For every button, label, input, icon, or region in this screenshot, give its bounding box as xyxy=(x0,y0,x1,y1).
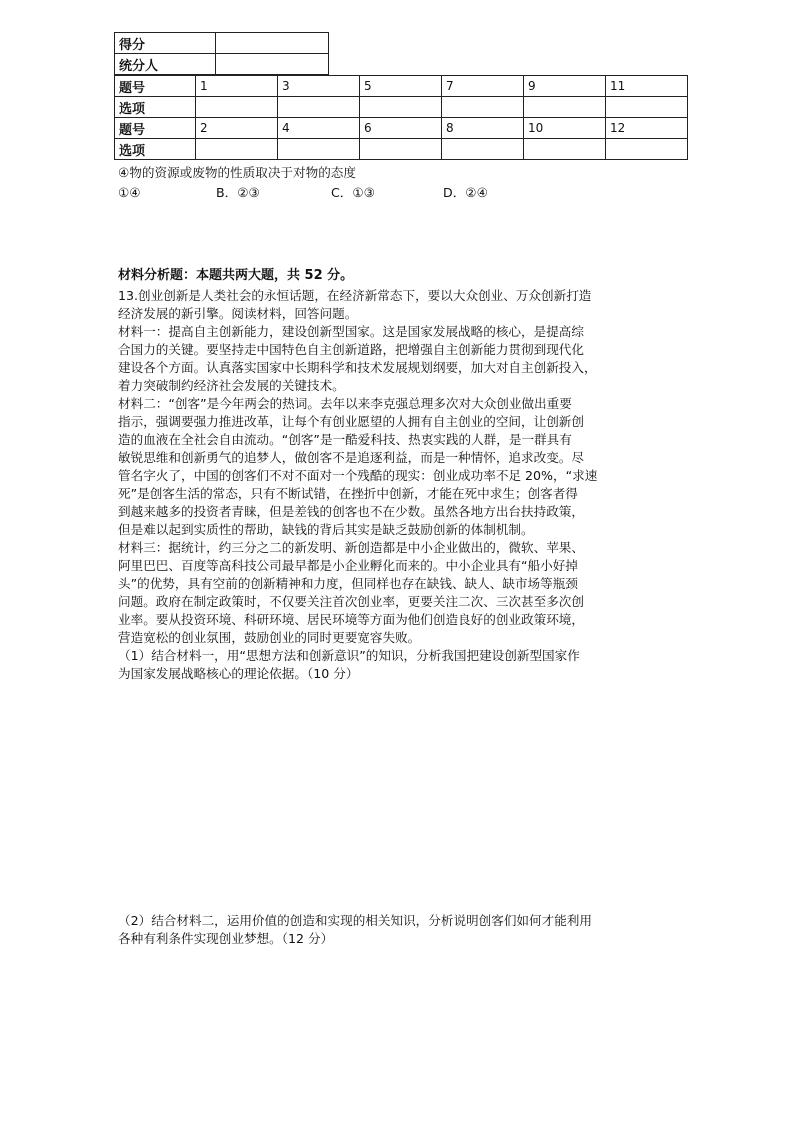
text-line: 营造宽松的创业氛围，鼓励创业的同时更要宽容失败。 xyxy=(118,630,421,645)
question-number-cell: 6 xyxy=(360,118,442,139)
text-line: 指示，强调要强力推进改革，让每个有创业愿望的人拥有自主创业的空间，让创新创 xyxy=(118,414,584,429)
question-2-line: （2）结合材料二，运用价值的创造和实现的相关知识，分析说明创客们如何才能利用 xyxy=(118,913,592,928)
answer-cell[interactable] xyxy=(278,139,360,160)
question-1-line: 为国家发展战略核心的理论依据。（10 分） xyxy=(118,666,359,681)
question-number-cell: 7 xyxy=(442,76,524,97)
question-number-cell: 12 xyxy=(606,118,688,139)
text-line: 敏锐思维和创新勇气的追梦人，做创客不是追逐利益，而是一种情怀，追求改变。尽 xyxy=(118,450,584,465)
text-line: 13.创业创新是人类社会的永恒话题，在经济新常态下，要以大众创业、万众创新打造 xyxy=(118,288,592,303)
answer-cell[interactable] xyxy=(524,139,606,160)
text-line: 问题。政府在制定政策时，不仅要关注首次创业率，更要关注二次、三次甚至多次创 xyxy=(118,594,584,609)
score-table xyxy=(114,32,329,75)
statement-4: ④物的资源或废物的性质取决于对物的态度 xyxy=(118,165,356,180)
section-heading: 材料分析题：本题共两大题，共 52 分。 xyxy=(118,268,354,283)
option-b: B．②③ xyxy=(216,185,260,200)
option-d: D．②④ xyxy=(443,185,488,200)
answer-table xyxy=(114,75,688,160)
text-line: 材料一：提高自主创新能力，建设创新型国家。这是国家发展战略的核心，是提高综 xyxy=(118,324,584,339)
row-label: 选项 xyxy=(115,97,196,118)
question-number-cell: 4 xyxy=(278,118,360,139)
question-2 xyxy=(118,912,592,948)
text-line: 阿里巴巴、百度等高科技公司最早都是小企业孵化而来的。中小企业具有“船小好掉 xyxy=(118,558,578,573)
question-number-cell: 8 xyxy=(442,118,524,139)
answer-cell[interactable] xyxy=(196,97,278,118)
grader-row xyxy=(115,54,329,75)
question-number-cell: 1 xyxy=(196,76,278,97)
text-line: 到越来越多的投资者青睐，但是差钱的创客也不在少数。虽然各地方出台扶持政策， xyxy=(118,504,584,519)
answer-cell[interactable] xyxy=(606,97,688,118)
answer-space-q2[interactable] xyxy=(118,955,678,1105)
text-line: 合国力的关键。要坚持走中国特色自主创新道路，把增强自主创新能力贯彻到现代化 xyxy=(118,342,584,357)
row-label: 选项 xyxy=(115,139,196,160)
question-number-cell: 11 xyxy=(606,76,688,97)
text-line: 建设各个方面。认真落实国家中长期科学和技术发展规划纲要，加大对自主创新投入， xyxy=(118,360,597,375)
text-line: 经济发展的新引擎。阅读材料，回答问题。 xyxy=(118,306,358,321)
answer-cell[interactable] xyxy=(360,97,442,118)
score-value-cell[interactable] xyxy=(216,33,329,54)
option-c: C．①③ xyxy=(331,185,375,200)
text-line: 业率。要从投资环境、科研环境、居民环境等方面为他们创造良好的创业政策环境， xyxy=(118,612,584,627)
option-a: ①④ xyxy=(118,185,141,200)
answer-cell[interactable] xyxy=(360,139,442,160)
text-line: 着力突破制约经济社会发展的关键技术。 xyxy=(118,378,345,393)
material-text xyxy=(118,287,597,683)
answer-row-numbers-2 xyxy=(115,118,688,139)
question-number-cell: 5 xyxy=(360,76,442,97)
row-label: 题号 xyxy=(115,76,196,97)
text-line: 头”的优势，具有空前的创新精神和力度，但同样也存在缺钱、缺人、缺市场等瓶颈 xyxy=(118,576,578,591)
question-number-cell: 10 xyxy=(524,118,606,139)
text-line: 造的血液在全社会自由流动。“创客”是一酷爱科技、热衷实践的人群，是一群具有 xyxy=(118,432,572,447)
score-row xyxy=(115,33,329,54)
answer-cell[interactable] xyxy=(278,97,360,118)
question-number-cell: 9 xyxy=(524,76,606,97)
row-label: 题号 xyxy=(115,118,196,139)
answer-cell[interactable] xyxy=(606,139,688,160)
answer-cell[interactable] xyxy=(196,139,278,160)
answer-row-options-1 xyxy=(115,97,688,118)
answer-cell[interactable] xyxy=(524,97,606,118)
question-2-line: 各种有利条件实现创业梦想。（12 分） xyxy=(118,931,334,946)
answer-options xyxy=(118,184,488,202)
text-line: 死”是创客生活的常态，只有不断试错，在挫折中创新，才能在死中求生；创客者得 xyxy=(118,486,578,501)
answer-cell[interactable] xyxy=(442,97,524,118)
answer-row-numbers-1 xyxy=(115,76,688,97)
text-line: 材料二：“创客”是今年两会的热词。去年以来李克强总理多次对大众创业做出重要 xyxy=(118,396,572,411)
question-number-cell: 2 xyxy=(196,118,278,139)
score-label: 得分 xyxy=(115,33,216,54)
answer-space-q1[interactable] xyxy=(118,745,678,905)
grader-label: 统分人 xyxy=(115,54,216,75)
text-line: 材料三：据统计，约三分之二的新发明、新创造都是中小企业做出的，微软、苹果、 xyxy=(118,540,584,555)
question-1-line: （1）结合材料一，用“思想方法和创新意识”的知识，分析我国把建设创新型国家作 xyxy=(118,648,580,663)
text-line: 但是难以起到实质性的帮助，缺钱的背后其实是缺乏鼓励创新的体制机制。 xyxy=(118,522,534,537)
grader-value-cell[interactable] xyxy=(216,54,329,75)
question-number-cell: 3 xyxy=(278,76,360,97)
answer-cell[interactable] xyxy=(442,139,524,160)
text-line: 管名字火了，中国的创客们不对不面对一个残酷的现实：创业成功率不足 20%，“求速 xyxy=(118,468,598,483)
answer-row-options-2 xyxy=(115,139,688,160)
